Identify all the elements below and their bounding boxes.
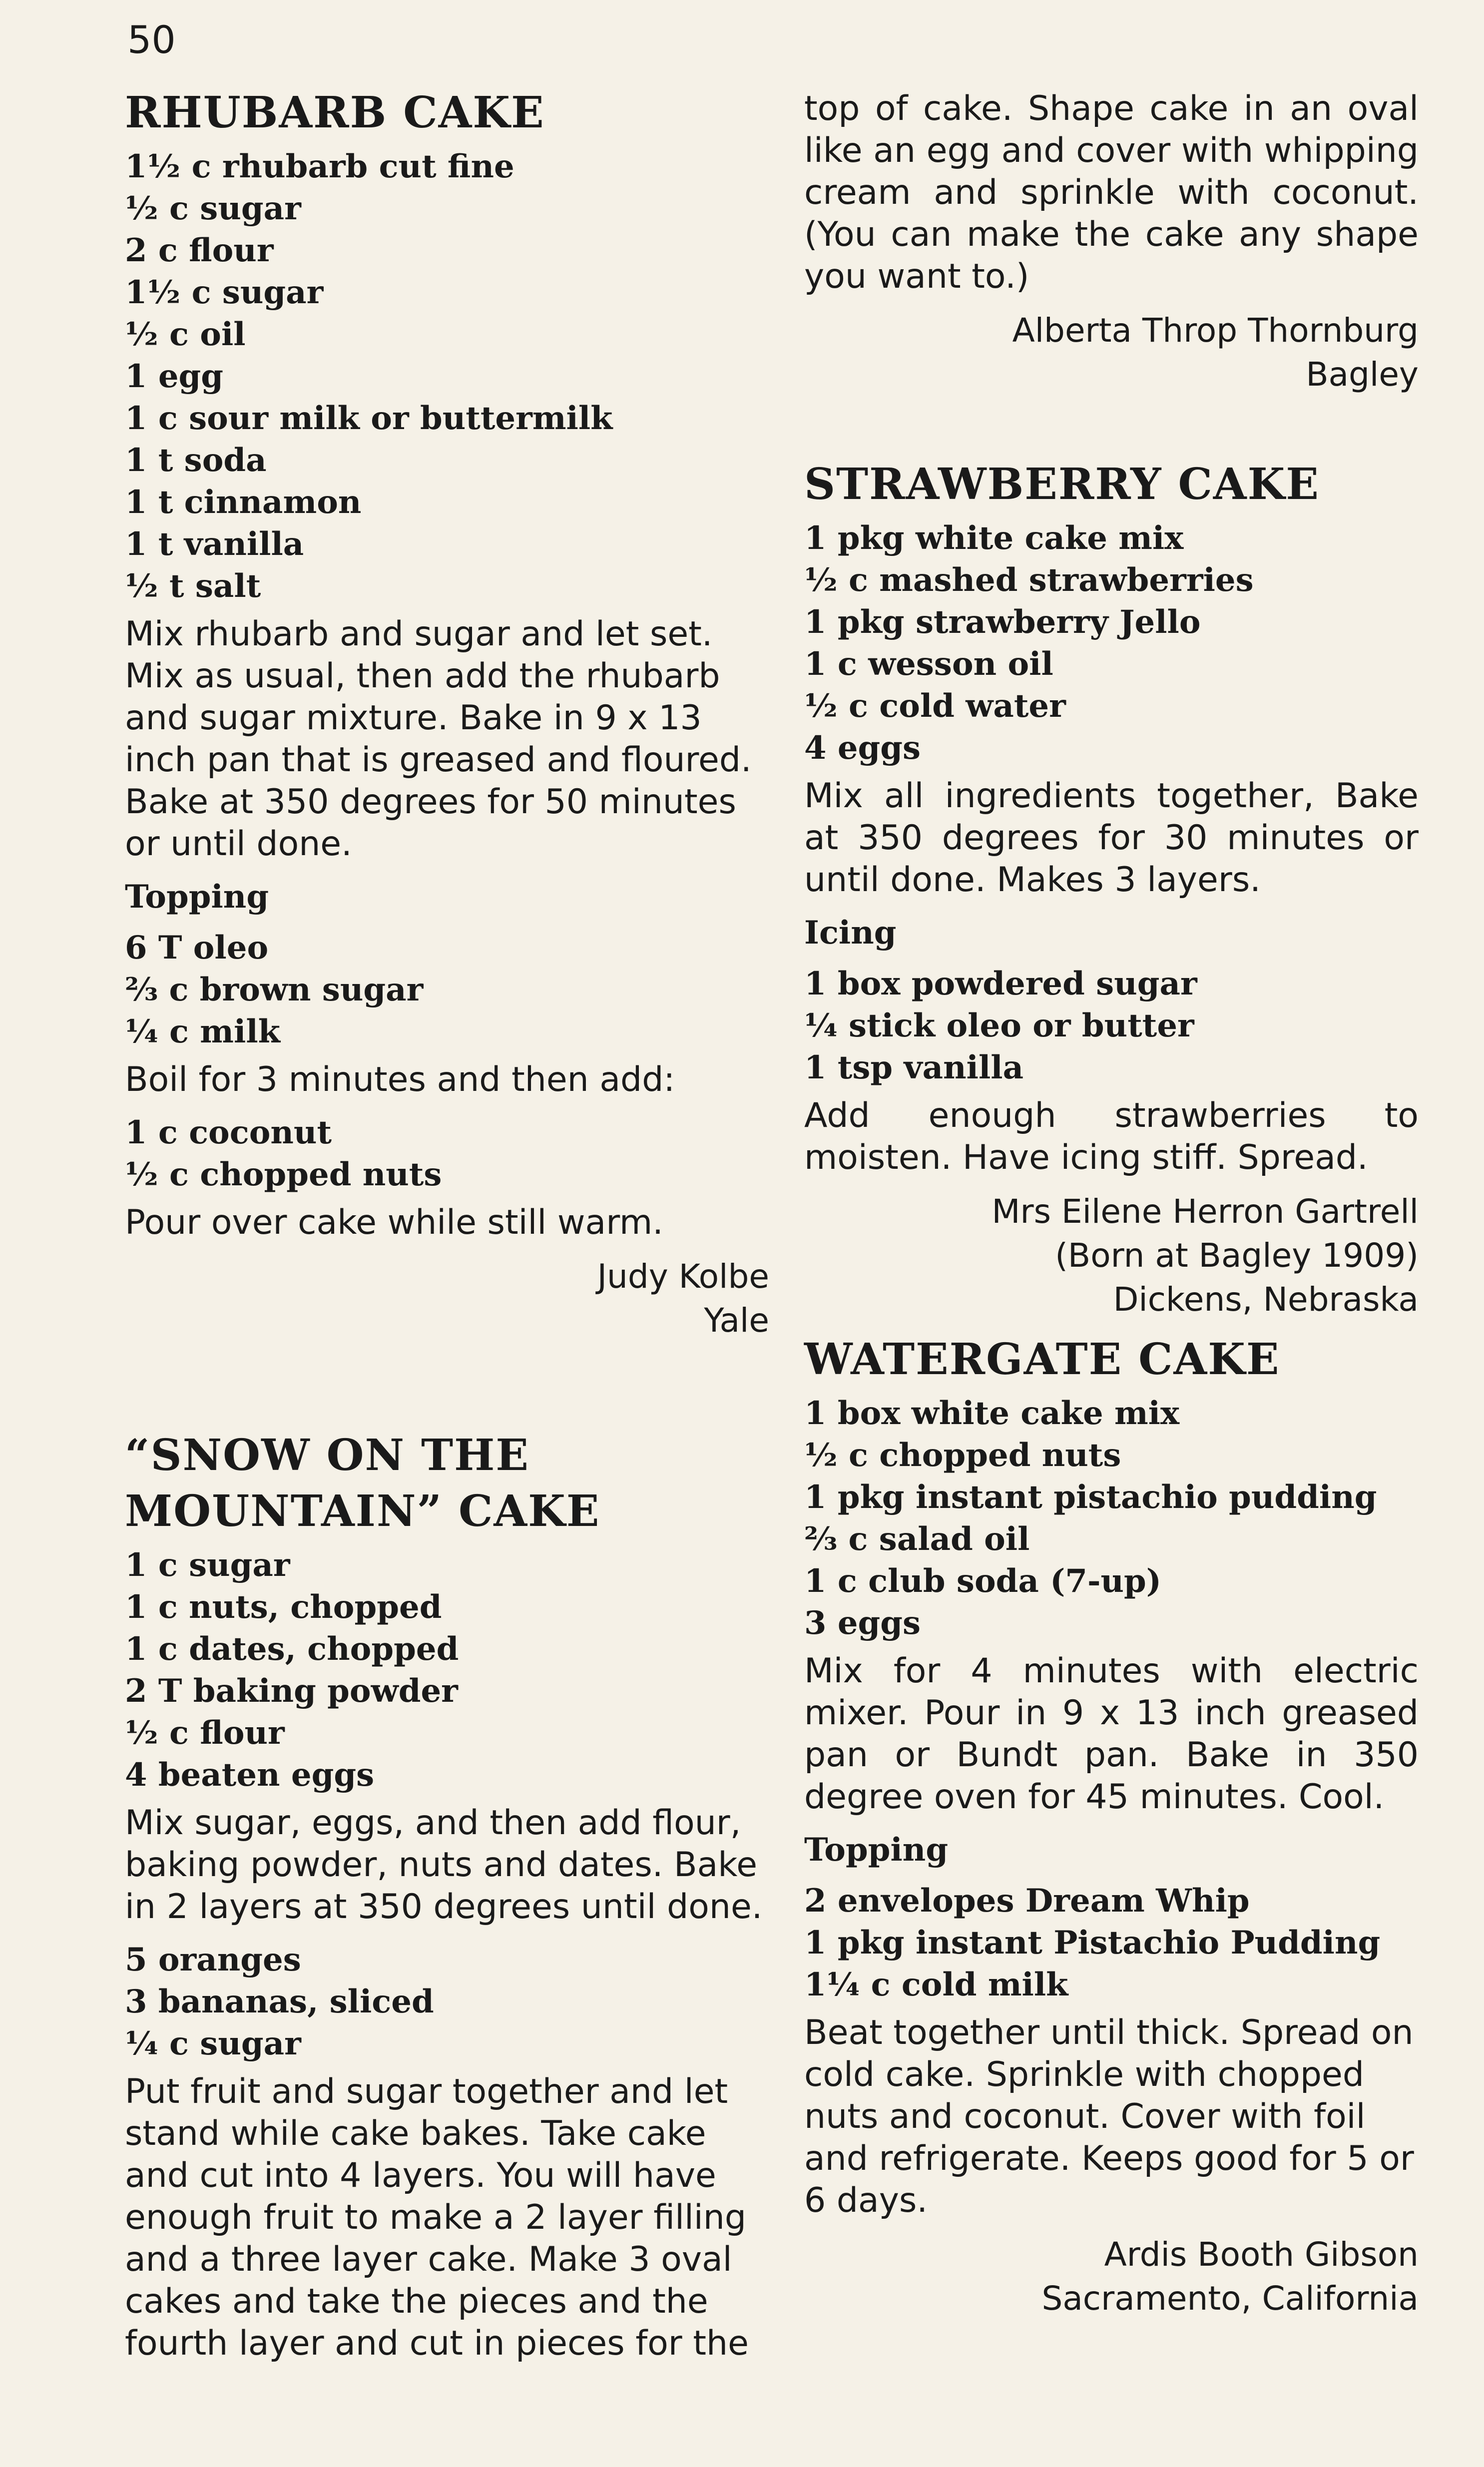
contributor-name: Judy Kolbe bbox=[597, 1257, 769, 1296]
ingredient: 1 tsp vanilla bbox=[804, 1049, 1024, 1086]
ingredient: ½ c cold water bbox=[804, 687, 1066, 725]
ingredient: 2 envelopes Dream Whip bbox=[804, 1882, 1250, 1920]
ingredient: 1 pkg white cake mix bbox=[804, 519, 1184, 557]
recipe-method-continued: top of cake. Shape cake in an oval like an egg and cover with whipping cream and sprinkle with coconut. (You can make the cake any shape you want to.) bbox=[804, 89, 1419, 296]
recipe-title-line-1: “SNOW ON THE bbox=[125, 1430, 529, 1480]
ingredient: 4 beaten eggs bbox=[125, 1756, 375, 1794]
ingredient: ⅔ c salad oil bbox=[804, 1520, 1030, 1558]
ingredient: ½ c chopped nuts bbox=[125, 1156, 442, 1193]
ingredient: 1½ c sugar bbox=[125, 274, 324, 311]
ingredient: ½ c sugar bbox=[125, 190, 301, 227]
contributor-note: (Born at Bagley 1909) bbox=[1055, 1236, 1419, 1275]
recipe-rhubarb-cake bbox=[125, 85, 769, 1343]
ingredient-list bbox=[804, 517, 1419, 769]
ingredient: 1 c sugar bbox=[125, 1546, 290, 1584]
ingredient: 3 bananas, sliced bbox=[125, 1983, 434, 2020]
right-column bbox=[804, 85, 1419, 2331]
recipe-snow-cake-continued bbox=[804, 88, 1419, 397]
contributor bbox=[125, 1255, 769, 1343]
recipe-method: Mix rhubarb and sugar and let set. Mix as usual, then add the rhubarb and sugar mixture. Bake in 9 x 13 inch pan that is greased and floured. Bake at 350 degrees for 50 minutes or until done. bbox=[125, 614, 752, 864]
ingredient: 1 t vanilla bbox=[125, 525, 304, 563]
fruit-method: Put fruit and sugar together and let stand while cake bakes. Take cake and cut into 4 layers. You will have enough fruit to make a 2 layer filling and a three layer cake. Make 3 oval cakes and take the pieces and the fourth layer and cut in pieces for the bbox=[125, 2072, 749, 2363]
left-column bbox=[125, 85, 769, 2376]
ingredient: ¼ stick oleo or butter bbox=[804, 1007, 1194, 1044]
topping-heading: Topping bbox=[804, 1831, 949, 1869]
ingredient: ½ c oil bbox=[125, 316, 246, 353]
ingredient: 1 c dates, chopped bbox=[125, 1630, 459, 1668]
ingredient: 1 box white cake mix bbox=[804, 1395, 1180, 1432]
recipe-title bbox=[125, 1428, 769, 1539]
fruit-ingredient-list bbox=[125, 1939, 769, 2065]
ingredient-list bbox=[804, 1393, 1419, 1644]
topping-ingredient-list bbox=[804, 1880, 1419, 2006]
recipe-watergate-cake bbox=[804, 1332, 1419, 2321]
ingredient: 1 c sour milk or buttermilk bbox=[125, 400, 613, 437]
topping-heading: Topping bbox=[125, 878, 269, 916]
recipe-title: STRAWBERRY CAKE bbox=[804, 459, 1320, 509]
ingredient: 4 eggs bbox=[804, 729, 921, 767]
ingredient: 6 T oleo bbox=[125, 929, 269, 967]
ingredient: 2 c flour bbox=[125, 232, 274, 269]
ingredient: 1 c coconut bbox=[125, 1114, 332, 1151]
ingredient: 1 t soda bbox=[125, 442, 267, 479]
ingredient: 1 c wesson oil bbox=[804, 645, 1053, 683]
recipe-method: Mix for 4 minutes with electric mixer. Pour in 9 x 13 inch greased pan or Bundt pan. Bake in 350 degree oven for 45 minutes. Cool. bbox=[804, 1651, 1419, 1817]
ingredient: ⅔ c brown sugar bbox=[125, 971, 424, 1008]
topping-ingredient-list-2 bbox=[125, 1112, 769, 1196]
page-number: 50 bbox=[127, 17, 176, 62]
ingredient: 1 pkg instant pistachio pudding bbox=[804, 1479, 1377, 1516]
recipe-strawberry-cake bbox=[804, 457, 1419, 1322]
topping-final: Pour over cake while still warm. bbox=[125, 1203, 663, 1242]
topping-method: Beat together until thick. Spread on cold cake. Sprinkle with chopped nuts and coconut. Cover with foil and refrigerate. Keeps good for 5 or 6 days. bbox=[804, 2013, 1414, 2220]
contributor-name: Mrs Eilene Herron Gartrell bbox=[991, 1192, 1419, 1231]
topping-step: Boil for 3 minutes and then add: bbox=[125, 1060, 675, 1099]
ingredient-list bbox=[125, 1544, 769, 1796]
recipe-snow-on-the-mountain-cake bbox=[125, 1428, 769, 2365]
contributor-place: Sacramento, California bbox=[1041, 2279, 1419, 2318]
ingredient: 1 box powdered sugar bbox=[804, 965, 1197, 1002]
recipe-title: WATERGATE CAKE bbox=[804, 1334, 1280, 1385]
contributor bbox=[804, 1190, 1419, 1322]
ingredient: 1 c nuts, chopped bbox=[125, 1588, 442, 1626]
ingredient: 1¼ c cold milk bbox=[804, 1966, 1068, 2003]
contributor-place: Dickens, Nebraska bbox=[1113, 1280, 1419, 1319]
ingredient: 1 c club soda (7-up) bbox=[804, 1562, 1162, 1600]
contributor-place: Bagley bbox=[1306, 355, 1419, 394]
recipe-method: Mix sugar, eggs, and then add flour, baking powder, nuts and dates. Bake in 2 layers at 350 degrees until done. bbox=[125, 1803, 763, 1927]
ingredient: ½ c flour bbox=[125, 1714, 285, 1752]
ingredient: 3 eggs bbox=[804, 1604, 921, 1642]
ingredient: ¼ c milk bbox=[125, 1013, 280, 1050]
contributor-name: Ardis Booth Gibson bbox=[1104, 2235, 1419, 2274]
ingredient: ½ c mashed strawberries bbox=[804, 561, 1254, 599]
ingredient: ¼ c sugar bbox=[125, 2025, 301, 2062]
recipe-title-line-2: MOUNTAIN” CAKE bbox=[125, 1486, 600, 1536]
ingredient: ½ c chopped nuts bbox=[804, 1437, 1121, 1474]
ingredient: 1½ c rhubarb cut fine bbox=[125, 148, 514, 185]
contributor-name: Alberta Throp Thornburg bbox=[1012, 311, 1419, 350]
contributor bbox=[804, 2233, 1419, 2321]
ingredient-list bbox=[125, 146, 769, 607]
ingredient: ½ t salt bbox=[125, 567, 261, 605]
topping-ingredient-list bbox=[125, 927, 769, 1053]
recipe-title: RHUBARB CAKE bbox=[125, 87, 545, 138]
contributor bbox=[804, 309, 1419, 397]
icing-heading: Icing bbox=[804, 914, 897, 952]
ingredient: 5 oranges bbox=[125, 1941, 301, 1978]
ingredient: 1 pkg strawberry Jello bbox=[804, 603, 1201, 641]
ingredient: 2 T baking powder bbox=[125, 1672, 458, 1710]
icing-method: Add enough strawberries to moisten. Have icing stiff. Spread. bbox=[804, 1096, 1419, 1177]
ingredient: 1 pkg instant Pistachio Pudding bbox=[804, 1924, 1381, 1962]
icing-ingredient-list bbox=[804, 963, 1419, 1089]
ingredient: 1 t cinnamon bbox=[125, 484, 362, 521]
ingredient: 1 egg bbox=[125, 358, 224, 395]
recipe-method: Mix all ingredients together, Bake at 350 degrees for 30 minutes or until done. Makes 3 layers. bbox=[804, 776, 1419, 900]
contributor-place: Yale bbox=[704, 1301, 769, 1340]
